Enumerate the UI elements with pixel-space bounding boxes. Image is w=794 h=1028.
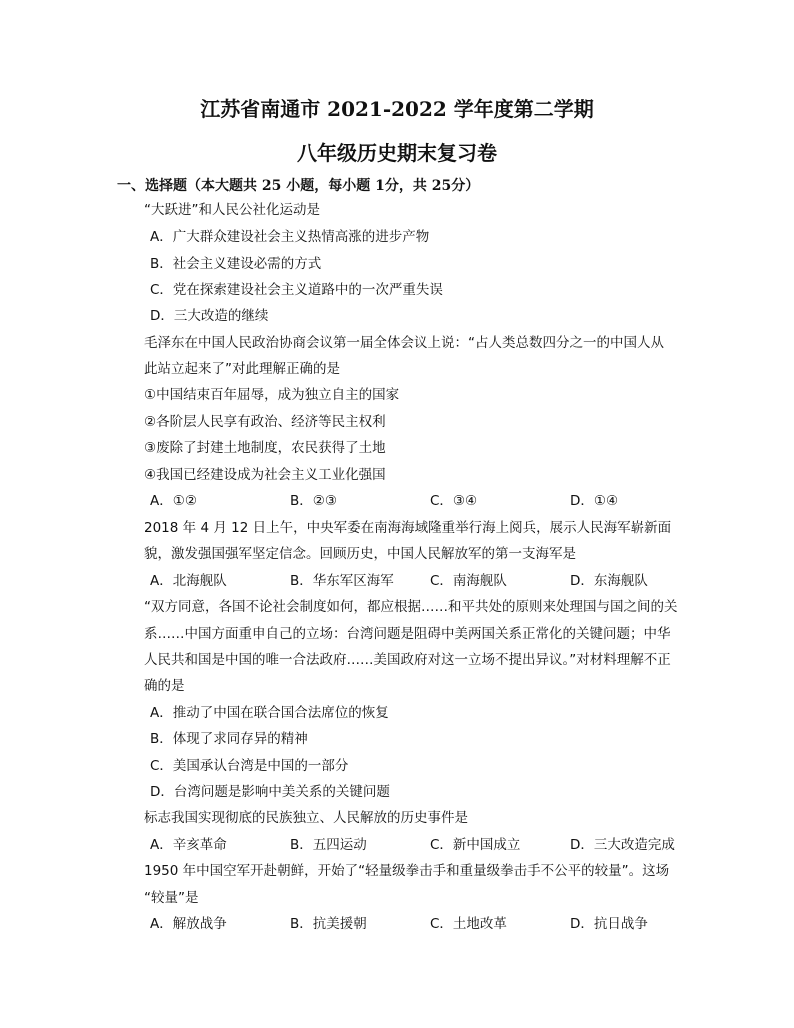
option-c: C．土地改革 [430, 916, 507, 932]
page-subtitle: 八年级历史期末复习卷 [297, 141, 497, 165]
option-b: B．华东军区海军 [290, 573, 394, 589]
option-c: C．新中国成立 [430, 837, 521, 853]
statement-item: ①中国结束百年屈辱，成为独立自主的国家 [144, 387, 400, 403]
option-d: D．抗日战争 [570, 916, 648, 932]
question-stem-line: 1950 年中国空军开赴朝鲜，开始了“轻量级拳击手和重量级拳击手不公平的较量”。这场 [144, 863, 670, 879]
option-d: D．东海舰队 [570, 573, 648, 589]
option-a: A．广大群众建设社会主义热情高涨的进步产物 [150, 229, 430, 245]
option-d: D．①④ [570, 493, 619, 509]
option-a: A．推动了中国在联合国合法席位的恢复 [150, 705, 389, 721]
option-a: A．①② [150, 493, 197, 509]
question-stem-line: “双方同意，各国不论社会制度如何，都应根据……和平共处的原则来处理国与国之间的关 [144, 599, 678, 615]
question-stem-line: 貌，激发强国强军坚定信念。回顾历史，中国人民解放军的第一支海军是 [144, 546, 576, 562]
option-a: A．北海舰队 [150, 573, 227, 589]
question-stem-line: 2018 年 4 月 12 日上午，中央军委在南海海域隆重举行海上阅兵，展示人民海军崭新面 [144, 520, 672, 536]
option-c: C．③④ [430, 493, 478, 509]
option-c: C．美国承认台湾是中国的一部分 [150, 758, 349, 774]
statement-item: ③废除了封建土地制度，农民获得了土地 [144, 440, 386, 456]
option-b: B．五四运动 [290, 837, 367, 853]
question-stem-line: 确的是 [144, 678, 185, 694]
question-stem-line: 人民共和国是中国的唯一合法政府……美国政府对这一立场不提出异议。”对材料理解不正 [144, 652, 671, 668]
option-d: D．台湾问题是影响中美关系的关键问题 [150, 784, 390, 800]
question-stem-line: 系……中国方面重申自己的立场：台湾问题是阻碍中美两国关系正常化的关键问题；中华 [144, 626, 671, 642]
statement-item: ②各阶层人民享有政治、经济等民主权利 [144, 414, 386, 430]
option-b: B．社会主义建设必需的方式 [150, 256, 322, 272]
question-stem: “大跃进”和人民公社化运动是 [144, 202, 320, 218]
option-a: A．解放战争 [150, 916, 227, 932]
option-c: C．党在探索建设社会主义道路中的一次严重失误 [150, 282, 443, 298]
page-title: 江苏省南通市 2021-2022 学年度第二学期 [200, 97, 594, 121]
section-heading: 一、选择题（本大题共 25 小题，每小题 1分，共 25分） [117, 178, 480, 194]
question-stem-line: 此站立起来了”对此理解正确的是 [144, 361, 340, 377]
option-b: B．抗美援朝 [290, 916, 367, 932]
statement-item: ④我国已经建设成为社会主义工业化强国 [144, 467, 386, 483]
option-b: B．体现了求同存异的精神 [150, 731, 308, 747]
option-c: C．南海舰队 [430, 573, 507, 589]
option-d: D．三大改造完成 [570, 837, 675, 853]
option-b: B．②③ [290, 493, 337, 509]
question-stem: 标志我国实现彻底的民族独立、人民解放的历史事件是 [144, 810, 468, 826]
option-a: A．辛亥革命 [150, 837, 227, 853]
question-stem-line: 毛泽东在中国人民政治协商会议第一届全体会议上说：“占人类总数四分之一的中国人从 [144, 335, 664, 351]
option-d: D．三大改造的继续 [150, 308, 269, 324]
question-stem-line: “较量”是 [144, 890, 199, 906]
